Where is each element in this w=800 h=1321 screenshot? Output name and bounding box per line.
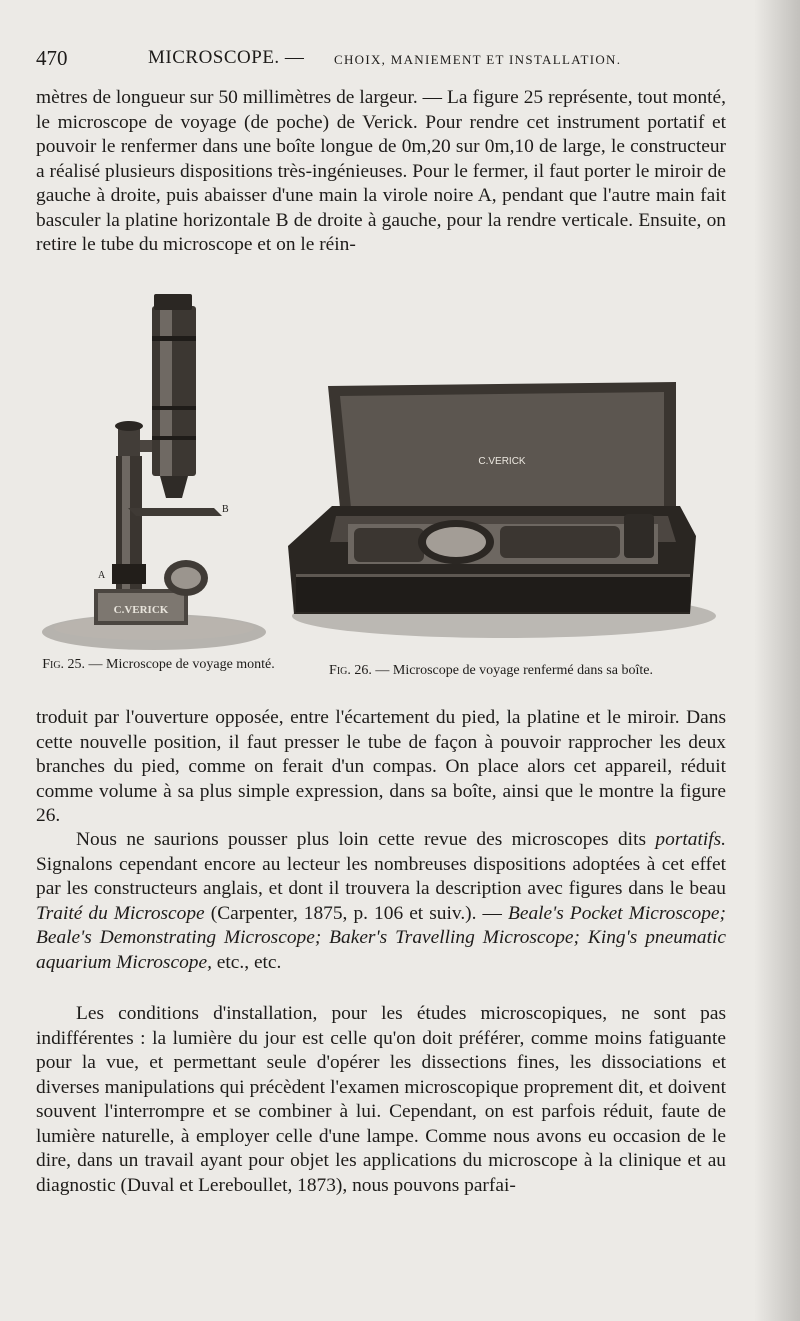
p3-portatifs: portatifs. — [655, 829, 726, 850]
paragraph-1: mètres de longueur sur 50 millimètres de largeur. — La figure 25 représente, tout monté, le microscope de voyage (de poche) de Verick. Pour rendre cet instrument portatif et pouvoir le renfermer dans une boîte longue de 0m,20 sur 0m,10 de large, le constructeur a réalisé plusieurs dispositions très-ingénieuses. Pour le fermer, il faut porter le miroir de gauche à droite, puis abaisser d'une main la virole noire A, pendant que l'autre main fait basculer la platine horizontale B de droite à gauche, pour la rendre verticale. Ensuite, on retire le tube du microscope et on le réin- — [36, 87, 726, 255]
running-subtitle: CHOIX, MANIEMENT ET INSTALLATION. — [334, 52, 622, 67]
fig26-caption — [326, 662, 656, 679]
fig25-label-b: B — [222, 504, 229, 515]
paragraph-3 — [36, 828, 726, 975]
paragraph-4: Les conditions d'installation, pour les études microscopiques, ne sont pas indifférentes : la lumière du jour est celle qu'on doit préférer, comme moins fatiguante pour la vue, et permettant seule d'opérer les dissections fines, les dissociations et diverses manipulations qui précèdent l'examen microscopique proprement dit, et doivent souvent l'interrompre et se combiner à lui. Cependant, on est parfois réduit, faute de lumière naturelle, à employer celle d'une lampe. Comme nous avons eu occasion de le dire, dans un travail ayant pour objet les applications du microscope à la clinique et au diagnostic (Duval et Lereboullet, 1873), nous pouvons parfai- — [36, 1003, 726, 1196]
p3-part-a: Nous ne saurions pousser plus loin cette revue des microscopes dits — [76, 829, 647, 850]
fig26-label: Fig. 26. — [329, 663, 372, 678]
fig25-label: Fig. 25. — [42, 657, 86, 672]
running-head — [36, 46, 726, 76]
p3-part-e: (Carpenter, 1875, p. 106 et suiv.). — — [210, 902, 502, 924]
fig25-caption-text: — Microscope de voyage monté. — [88, 657, 275, 672]
running-title: MICROSCOPE. — — [148, 47, 305, 68]
fig26-lid-engraving: C.VERICK — [478, 456, 526, 467]
page-number: 470 — [36, 46, 68, 70]
fig25-label-a: A — [98, 570, 106, 581]
p3-microscope-list: Beale's Pocket Microscope; Beale's Demonstrating Microscope; Baker's Travelling Microscope; King's pneumatic aquarium Microscope, — [36, 902, 726, 973]
fig25-caption — [36, 656, 281, 673]
fig26-caption-text: — Microscope de voyage renfermé dans sa boîte. — [375, 663, 653, 678]
fig26-illustration — [288, 382, 716, 638]
fig25-base-engraving: C.VERICK — [113, 604, 169, 616]
page-edge-shadow — [754, 0, 800, 1321]
paragraph-2: troduit par l'ouverture opposée, entre l'écartement du pied, la platine et le miroir. Dans cette nouvelle position, il faut presser le tube de façon à pouvoir rapprocher les deux branches du pied, comme on ferait d'un compas. On place alors cet appareil, réduit comme volume à sa plus simple expression, dans sa boîte, ainsi que le montre la figure 26. — [36, 707, 726, 826]
figure-engravings — [36, 286, 726, 656]
fig25-illustration — [42, 294, 266, 650]
figures-block — [36, 286, 726, 698]
p3-part-c: Signalons cependant encore au lecteur les nombreuses dispositions adoptées à cet effet par les constructeurs anglais, et dont il trouvera la description avec figures dans le beau — [36, 853, 726, 899]
p3-traite-title: Traité du Microscope — [36, 902, 205, 924]
p3-part-g: etc., etc. — [216, 951, 282, 973]
